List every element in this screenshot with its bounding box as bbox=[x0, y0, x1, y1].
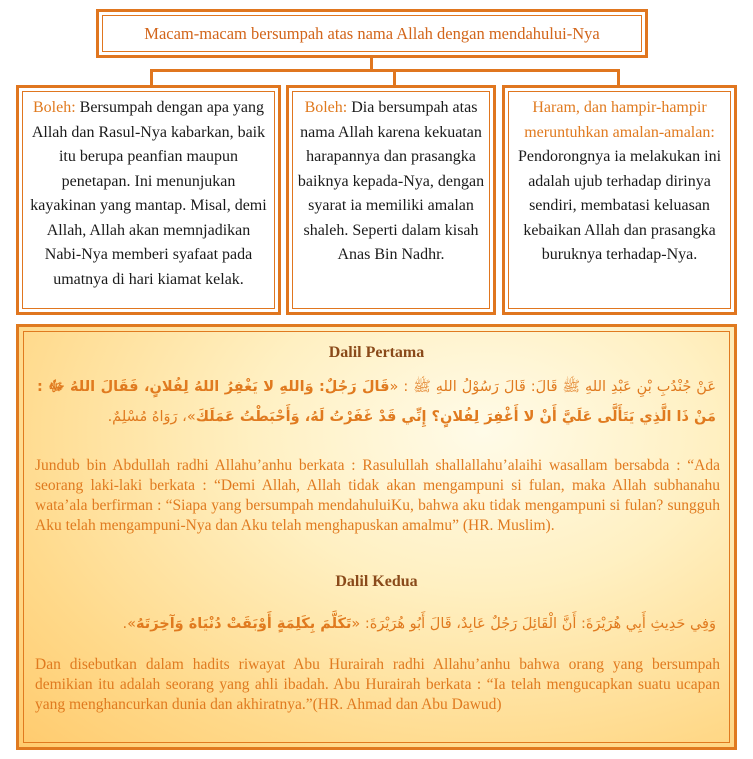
column-text-2 bbox=[297, 96, 485, 268]
connector-middle bbox=[393, 69, 396, 86]
diagram-title: Macam-macam bersumpah atas nama Allah dengan mendahului-Nya bbox=[144, 24, 600, 43]
column-label-3: Haram, dan hampir-hampir meruntuhkan amalan-amalan: bbox=[524, 99, 715, 141]
dalil-arabic-2 bbox=[37, 609, 716, 639]
dalil-arabic-2-pre: وَفِي حَدِيثِ أَبِي هُرَيْرَةَ: أَنَّ الْقَائِلَ رَجُلٌ عَابِدٌ، قَالَ أَبُو هُرَيْرَةَ: « bbox=[351, 616, 716, 632]
column-label-2: Boleh: bbox=[304, 99, 348, 116]
column-box-2 bbox=[286, 85, 496, 315]
dalil-heading-1: Dalil Pertama bbox=[328, 344, 425, 361]
dalil-arabic-1-quote: قَالَ رَجُلٌ: وَاللهِ لا يَغْفِرُ اللهُ لِفُلانٍ، فَقَالَ اللهُ ﷻ : مَنْ ذَا الَّذِي يَتَأَلَّى عَلَيَّ أَنْ لا أَغْفِرَ لِفُلانٍ؟ إِنِّي قَدْ غَفَرْتُ لَهُ، وَأَحْبَطْتُ عَمَلَكَ bbox=[37, 379, 716, 425]
column-body-1: Bersumpah dengan apa yang Allah dan Rasul-Nya kabarkan, baik itu berupa peanfian maupun penetapan. Ini menunjukan kayakinan yang mantap. Misal, demi Allah, Allah akan memnjadikan Nabi-Nya memberi syafaat pada umatnya di hari kiamat kelak. bbox=[30, 99, 267, 288]
dalil-arabic-2-post: ». bbox=[122, 616, 136, 632]
column-text-3 bbox=[513, 96, 726, 268]
column-body-3: Pendorongnya ia melakukan ini adalah ujub terhadap dirinya sendiri, membatasi keluasan kebaikan Allah dan prasangka buruknya terhadap-Nya. bbox=[517, 148, 722, 263]
dalil-translation-1: Jundub bin Abdullah radhi Allahu’anhu berkata : Rasulullah shallallahu’alaihi wasallam bersabda : “Ada seorang laki-laki berkata : “Demi Allah, Allah tidak akan mengampuni si fulan, maka Allah subhanahu wata’ala berfirman : “Siapa yang bersumpah mendahuluiKu, bahwa aku tidak mengampuni si fulan? sungguh Aku telah mengampuni-Nya dan Aku telah menghapuskan amalmu” (HR. Muslim). bbox=[35, 457, 720, 534]
title-box bbox=[96, 9, 648, 58]
column-body-2: Dia bersumpah atas nama Allah karena kekuatan harapannya dan prasangka baiknya kepada-Nya, dengan syarat ia memiliki amalan shaleh. Seperti dalam kisah Anas Bin Nadhr. bbox=[297, 99, 485, 263]
dalil-heading-2: Dalil Kedua bbox=[335, 573, 418, 590]
dalil-arabic-2-quote: تَكَلَّمَ بِكَلِمَةٍ أَوْبَقَتْ دُنْيَاهُ وَآخِرَتَهُ bbox=[136, 616, 352, 632]
column-box-3 bbox=[502, 85, 737, 315]
connector-right bbox=[617, 69, 620, 86]
connector-bar bbox=[150, 69, 620, 72]
connector-left bbox=[150, 69, 153, 86]
column-label-1: Boleh: bbox=[32, 99, 76, 116]
dalil-arabic-1 bbox=[37, 372, 716, 432]
dalil-panel bbox=[16, 324, 737, 750]
dalil-translation-2: Dan disebutkan dalam hadits riwayat Abu Hurairah radhi Allahu’anhu bahwa orang yang bersumpah demikian itu adalah seorang yang ahli ibadah. Abu Hurairah berkata : “Ia telah mengucapkan suatu ucapan yang menghancurkan dunia dan akhiratnya.”(HR. Ahmad dan Abu Dawud) bbox=[35, 656, 720, 713]
dalil-arabic-1-post: »، رَوَاهُ مُسْلِمٌ. bbox=[107, 409, 196, 425]
column-text-1 bbox=[27, 96, 270, 292]
dalil-arabic-1-pre: عَنْ جُنْدُبِ بْنِ عَبْدِ اللهِ ﷺ قَالَ: قَالَ رَسُوْلُ اللهِ ﷺ : « bbox=[389, 379, 716, 395]
column-box-1 bbox=[16, 85, 281, 315]
